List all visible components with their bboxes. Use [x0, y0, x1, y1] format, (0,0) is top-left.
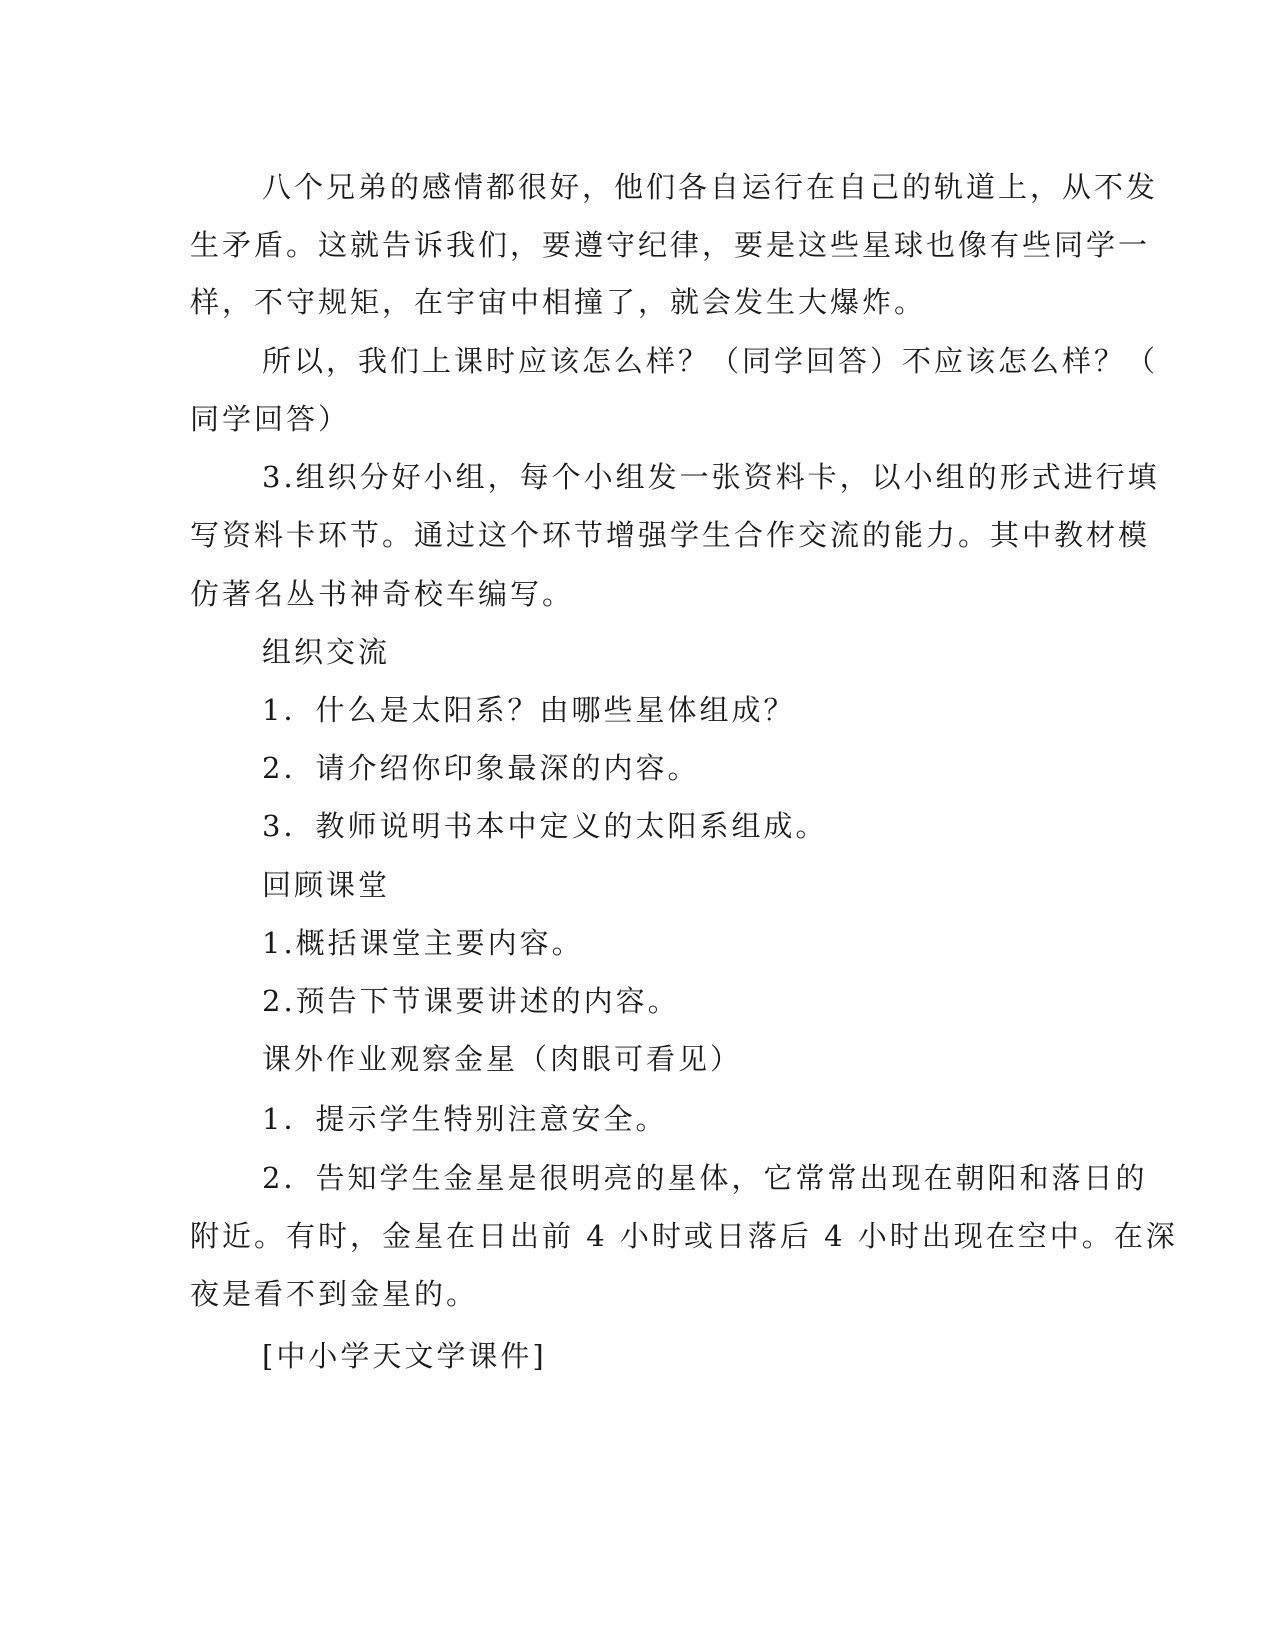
list-item: 1．提示学生特别注意安全。 — [262, 1102, 668, 1136]
list-item: 3．教师说明书本中定义的太阳系组成。 — [262, 809, 828, 843]
paragraph-line: 所以，我们上课时应该怎么样？（同学回答）不应该怎么样？（ — [262, 344, 1159, 378]
section-heading: 课外作业观察金星（肉眼可看见） — [262, 1042, 743, 1076]
list-item: 2．请介绍你印象最深的内容。 — [262, 751, 700, 785]
paragraph-line: 附近。有时，金星在日出前 4 小时或日落后 4 小时出现在空中。在深 — [190, 1219, 1178, 1253]
list-item: 2．告知学生金星是很明亮的星体，它常常出现在朝阳和落日的 — [262, 1161, 1148, 1195]
paragraph-line: 八个兄弟的感情都很好，他们各自运行在自己的轨道上，从不发 — [262, 170, 1159, 204]
source-tag: [中小学天文学课件] — [262, 1339, 547, 1373]
section-heading: 组织交流 — [262, 635, 391, 669]
paragraph-line: 生矛盾。这就告诉我们，要遵守纪律，要是这些星球也像有些同学一 — [190, 228, 1151, 262]
list-item: 1．什么是太阳系？由哪些星体组成？ — [262, 693, 796, 727]
list-item: 1.概括课堂主要内容。 — [262, 926, 584, 960]
section-heading: 回顾课堂 — [262, 868, 391, 902]
paragraph-line: 样，不守规矩，在宇宙中相撞了，就会发生大爆炸。 — [190, 285, 927, 319]
paragraph-line: 写资料卡环节。通过这个环节增强学生合作交流的能力。其中教材模 — [190, 518, 1151, 552]
paragraph-line: 3.组织分好小组，每个小组发一张资料卡，以小组的形式进行填 — [262, 460, 1160, 494]
paragraph-line: 同学回答） — [190, 402, 351, 436]
paragraph-line: 仿著名丛书神奇校车编写。 — [190, 577, 575, 611]
paragraph-line: 夜是看不到金星的。 — [190, 1277, 479, 1311]
list-item: 2.预告下节课要讲述的内容。 — [262, 984, 680, 1018]
